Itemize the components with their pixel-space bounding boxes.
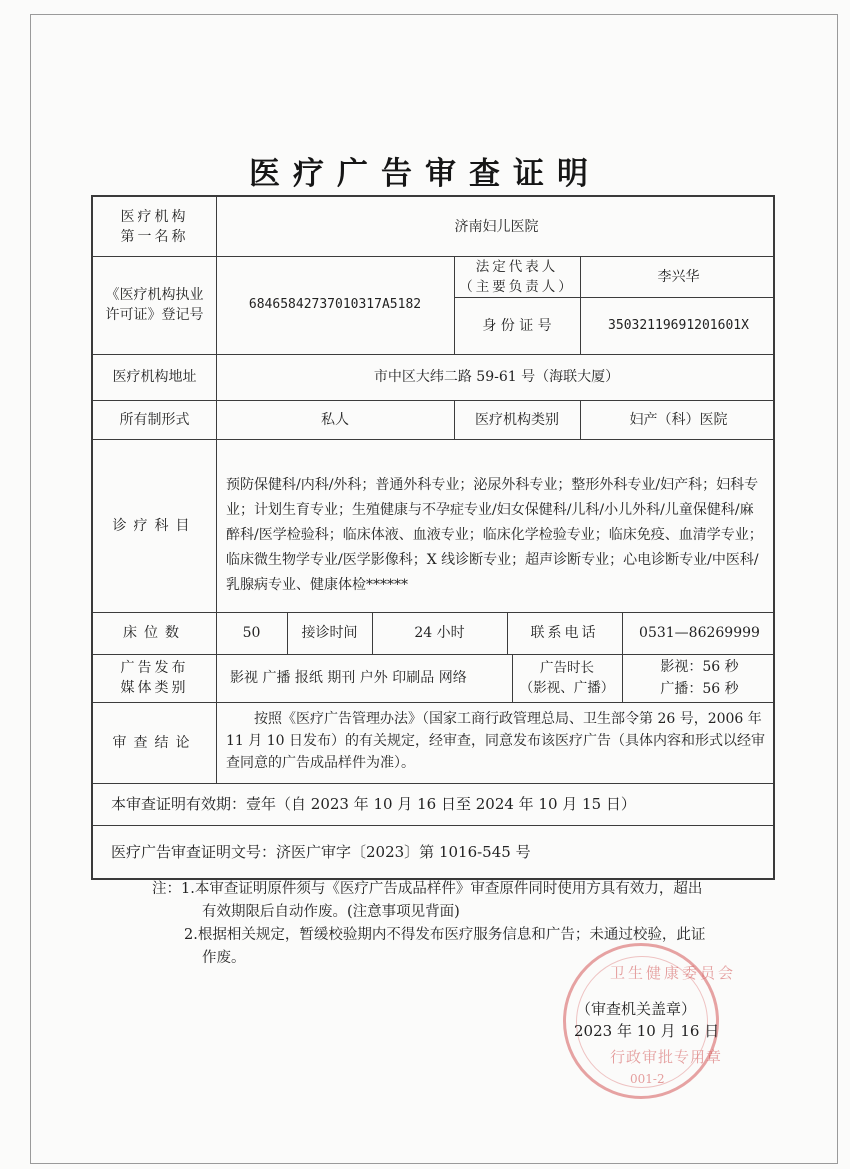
hours-label: 接诊时间	[301, 625, 358, 641]
duration-tv: 影视：56 秒	[660, 659, 739, 675]
address-value: 市中区大纬二路 59-61 号（海联大厦）	[373, 369, 620, 385]
legal-rep-label: 法定代表人 （主要负责人）	[459, 258, 575, 295]
legal-rep-name: 李兴华	[657, 268, 700, 285]
document-title: 医疗广告审查证明	[249, 156, 601, 192]
hours-value: 24 小时	[414, 625, 465, 641]
media-label: 广告发布 媒体类别	[120, 660, 189, 696]
media-value: 影视 广播 报纸 期刊 户外 印刷品 网络	[230, 670, 467, 686]
license-label: 《医疗机构执业 许可证》登记号	[105, 287, 204, 323]
category-value: 妇产（科）医院	[629, 411, 728, 428]
ownership-value: 私人	[321, 411, 349, 428]
issue-date: 2023 年 10 月 16 日	[574, 1022, 720, 1040]
validity-line: 本审查证明有效期：壹年（自 2023 年 10 月 16 日至 2024 年 10 月 15 日）	[111, 795, 636, 813]
departments-label: 诊疗科目	[112, 517, 197, 534]
phone-value: 0531—86269999	[639, 625, 760, 641]
beds-label: 床位数	[123, 625, 186, 641]
departments-value: 预防保健科/内科/外科；普通外科专业；泌尿外科专业；整形外科专业/妇产科；妇科专业；计划生育专业；生殖健康与不孕症专业/妇女保健科/儿科/小儿外科/儿童保健科/麻醉科/医学检验科；临床体液、血液专业；临床化学检验专业；临床免疫、血清学专业；临床微生物学专业/医学影像科；X 线诊断专业；超声诊断专业；心电诊断专业/中医科/乳腺病专业、健康体检******	[226, 477, 763, 593]
duration-label: 广告时长 （影视、广播）	[519, 660, 615, 696]
address-label: 医疗机构地址	[112, 369, 197, 385]
beds-value: 50	[242, 625, 261, 641]
license-number: 68465842737010317A5182	[248, 297, 422, 312]
certificate-form-table	[91, 195, 775, 880]
category-label: 医疗机构类别	[475, 411, 559, 428]
id-label: 身 份 证 号	[482, 317, 552, 334]
seal-caption: （审查机关盖章）	[576, 1000, 697, 1018]
org-name-value: 济南妇儿医院	[454, 218, 539, 235]
official-seal-code: 001-2	[630, 1072, 665, 1086]
duration-radio: 广播：56 秒	[660, 681, 739, 697]
ownership-label: 所有制形式	[119, 411, 190, 428]
org-name-label: 医疗机构 第一名称	[120, 208, 189, 245]
cert-number-line: 医疗广告审查证明文号：济医广审字〔2023〕第 1016-545 号	[111, 842, 531, 861]
conclusion-value: 按照《医疗广告管理办法》（国家工商行政管理总局、卫生部令第 26 号，2006 年 11 月 10 日发布）的有关规定，经审查，同意发布该医疗广告（具体内容和形式以经审查同意的广告成品样件为准）。	[226, 711, 765, 771]
id-number: 35032119691201601X	[608, 317, 749, 333]
note-2: 2.根据相关规定，暂缓校验期内不得发布医疗服务信息和广告；未通过校验，此证作废。	[184, 927, 706, 966]
official-seal-top-text: 卫生健康委员会	[610, 964, 737, 982]
phone-label: 联系电话	[530, 625, 599, 641]
note-1: 注：1.本审查证明原件须与《医疗广告成品样件》审查原件同时使用方具有效力，超出有效期限后自动作废。(注意事项见背面)	[152, 881, 703, 920]
official-seal-bottom-text: 行政审批专用章	[610, 1048, 723, 1066]
conclusion-label: 审查结论	[112, 734, 197, 751]
